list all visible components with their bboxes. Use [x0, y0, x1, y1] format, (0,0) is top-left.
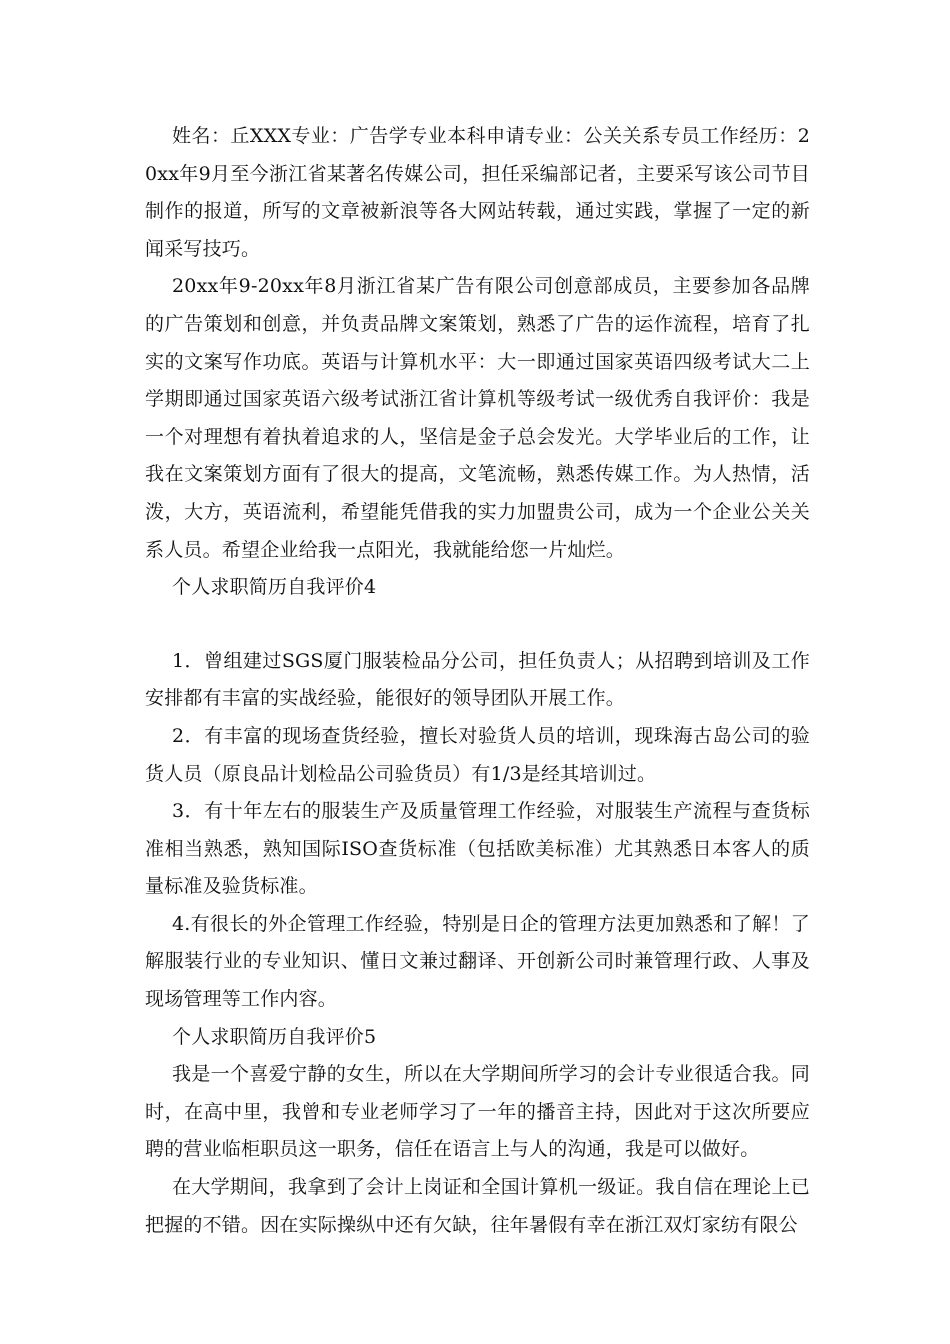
- section-heading-5: 个人求职简历自我评价5: [172, 1025, 377, 1048]
- section-heading-4: 个人求职简历自我评价4: [172, 576, 377, 599]
- blank-line: [145, 607, 810, 643]
- paragraph-self-intro: 我是一个喜爱宁静的女生，所以在大学期间所学习的会计专业很适合我。同时，在高中里，我曾和专业老师学习了一年的播音主持，因此对于这次所要应聘的营业临柜职员这一职务，信任在语言上与人的沟通，我是可以做好。: [145, 1063, 810, 1161]
- document-body: [145, 118, 810, 1244]
- list-item-1: 1．曾组建过SGS厦门服装检品分公司，担任负责人；从招聘到培训及工作安排都有丰富的实战经验，能很好的领导团队开展工作。: [145, 649, 810, 710]
- list-item-4: 4.有很长的外企管理工作经验，特别是日企的管理方法更加熟悉和了解！了解服装行业的专业知识、懂日文兼过翻译、开创新公司时兼管理行政、人事及现场管理等工作内容。: [145, 912, 810, 1011]
- paragraph-work-experience: 姓名：丘XXX专业：广告学专业本科申请专业：公关关系专员工作经历：20xx年9月至今浙江省某著名传媒公司，担任采编部记者，主要采写该公司节目制作的报道，所写的文章被新浪等各大网站转载，通过实践，掌握了一定的新闻采写技巧。: [145, 125, 810, 260]
- paragraph-certificates: 在大学期间，我拿到了会计上岗证和全国计算机一级证。我自信在理论上已把握的不错。因在实际操纵中还有欠缺，往年暑假有幸在浙江双灯家纺有限公: [145, 1176, 810, 1236]
- list-item-2: 2．有丰富的现场查货经验，擅长对验货人员的培训，现珠海古岛公司的验货人员（原良品计划检品公司验货员）有1/3是经其培训过。: [145, 724, 810, 785]
- paragraph-advertising-experience: 20xx年9-20xx年8月浙江省某广告有限公司创意部成员，主要参加各品牌的广告策划和创意，并负责品牌文案策划，熟悉了广告的运作流程，培育了扎实的文案写作功底。英语与计算机水平：大一即通过国家英语四级考试大二上学期即通过国家英语六级考试浙江省计算机等级考试一级优秀自我评价：我是一个对理想有着执着追求的人，坚信是金子总会发光。大学毕业后的工作，让我在文案策划方面有了很大的提高，文笔流畅，熟悉传媒工作。为人热情，活泼，大方，英语流利，希望能凭借我的实力加盟贵公司，成为一个企业公关关系人员。希望企业给我一点阳光，我就能给您一片灿烂。: [145, 275, 810, 561]
- list-item-3: 3．有十年左右的服装生产及质量管理工作经验，对服装生产流程与查货标准相当熟悉，熟知国际ISO查货标准（包括欧美标准）尤其熟悉日本客人的质量标准及验货标准。: [145, 800, 810, 898]
